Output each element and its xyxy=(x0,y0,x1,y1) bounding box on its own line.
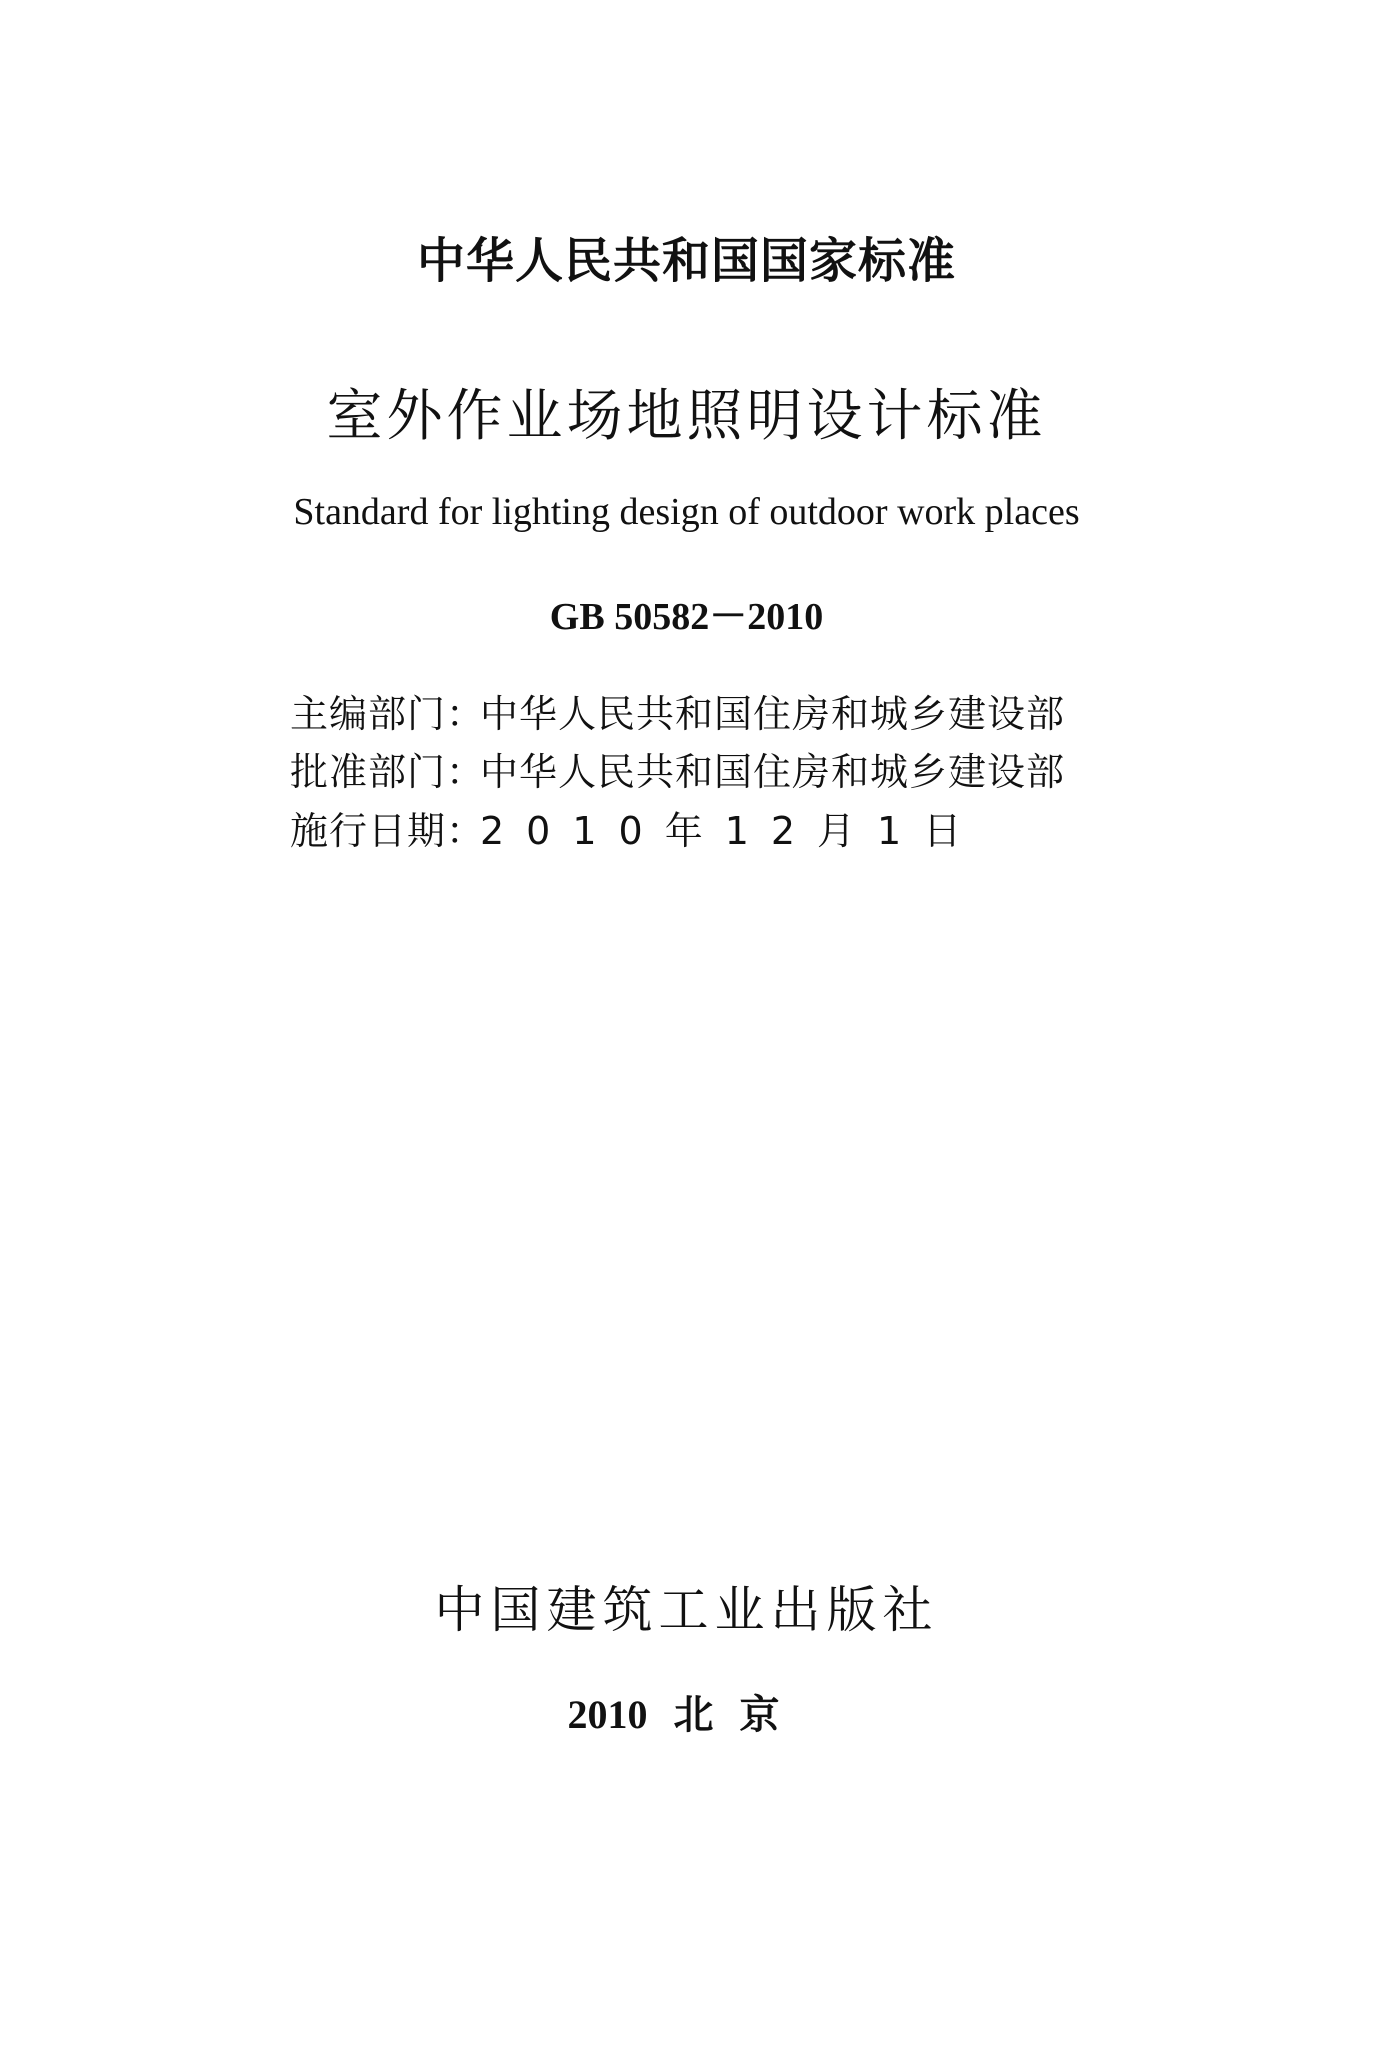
approver-department-label: 批准部门： xyxy=(290,750,486,794)
effective-date-row xyxy=(290,800,1090,855)
standard-code: GB 50582－2010 xyxy=(549,596,824,638)
standard-series-heading: 中华人民共和国国家标准 xyxy=(416,233,956,289)
editor-department-row xyxy=(290,683,1090,738)
effective-date-value: 2010年12月1日 xyxy=(480,809,984,853)
english-title: Standard for lighting design of outdoor work places xyxy=(293,491,1080,533)
publication-place xyxy=(0,1683,1373,1740)
editor-department-value: 中华人民共和国住房和城乡建设部 xyxy=(480,692,1066,736)
editor-department-label: 主编部门： xyxy=(290,692,486,736)
approver-department-row xyxy=(290,741,1090,796)
publisher-name: 中国建筑工业出版社 xyxy=(434,1581,939,1639)
approver-department-value: 中华人民共和国住房和城乡建设部 xyxy=(480,750,1066,794)
publication-year: 2010 xyxy=(567,1692,648,1737)
publication-city: 北京 xyxy=(673,1692,806,1738)
chinese-title: 室外作业场地照明设计标准 xyxy=(326,384,1047,449)
effective-date-label: 施行日期： xyxy=(290,809,486,853)
